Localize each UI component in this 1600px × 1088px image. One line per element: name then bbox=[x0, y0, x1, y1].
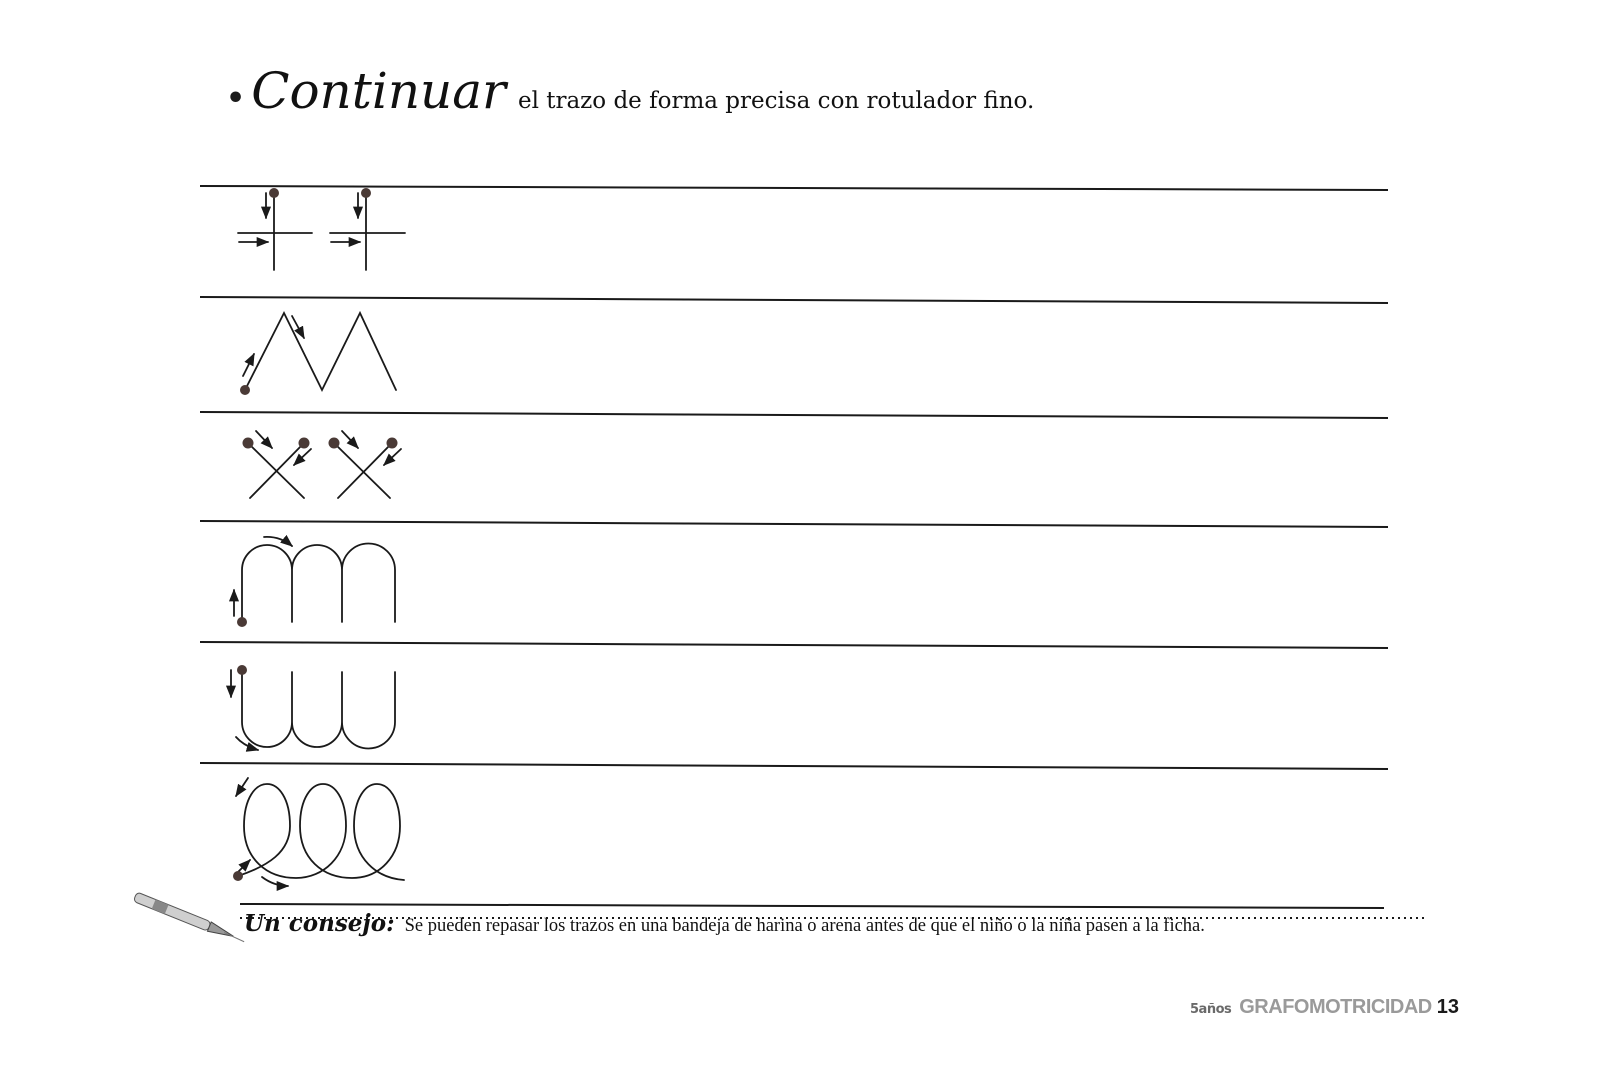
ruled-line bbox=[240, 904, 1384, 908]
x-stroke bbox=[334, 443, 390, 498]
heading-script-word: Continuar bbox=[251, 62, 506, 120]
pattern-crosses bbox=[238, 193, 405, 270]
pattern-zigzag bbox=[243, 313, 396, 390]
pattern-cups bbox=[231, 670, 395, 750]
heading-bullet: • bbox=[226, 81, 246, 116]
page-footer bbox=[1190, 996, 1459, 1019]
start-dot bbox=[240, 385, 250, 395]
zigzag-stroke bbox=[245, 313, 396, 390]
start-dot bbox=[233, 871, 243, 881]
tip-text: Se pueden repasar los trazos en una bandeja de harina o arena antes de que el niño o la niña pasen a la ficha. bbox=[404, 916, 1205, 936]
loop-stroke bbox=[238, 784, 404, 880]
pen-icon bbox=[133, 892, 246, 945]
ruled-line bbox=[200, 412, 1388, 418]
start-dot bbox=[269, 188, 279, 198]
direction-arrow bbox=[384, 449, 401, 465]
ruled-line bbox=[200, 642, 1388, 648]
ruled-line bbox=[200, 186, 1388, 190]
start-dot bbox=[361, 188, 371, 198]
cup-stroke bbox=[242, 672, 395, 748]
start-dot bbox=[237, 617, 247, 627]
ruled-line bbox=[200, 297, 1388, 303]
direction-arrow bbox=[256, 431, 272, 448]
direction-arrow bbox=[262, 877, 288, 886]
start-dot bbox=[387, 438, 398, 449]
page-number: 13 bbox=[1436, 996, 1459, 1018]
pattern-arches bbox=[234, 537, 395, 622]
ruled-line bbox=[200, 763, 1388, 769]
direction-arrow bbox=[342, 431, 358, 448]
direction-arrow bbox=[236, 778, 248, 796]
pattern-x-shapes bbox=[248, 431, 401, 498]
start-dots bbox=[233, 188, 398, 881]
footer-age: 5años bbox=[1190, 1002, 1232, 1017]
start-dot bbox=[329, 438, 340, 449]
x-stroke bbox=[338, 443, 392, 498]
tip-box bbox=[244, 910, 1205, 937]
heading-instruction: el trazo de forma precisa con rotulador fino. bbox=[517, 88, 1035, 114]
start-dot bbox=[237, 665, 247, 675]
pattern-loops bbox=[236, 778, 404, 886]
start-dot bbox=[243, 438, 254, 449]
direction-arrow bbox=[243, 354, 254, 376]
ruled-line bbox=[200, 521, 1388, 527]
arch-stroke bbox=[242, 544, 395, 622]
start-dot bbox=[299, 438, 310, 449]
ruled-lines bbox=[200, 186, 1388, 908]
footer-series: GRAFOMOTRICIDAD bbox=[1239, 996, 1432, 1018]
tip-label: Un consejo: bbox=[244, 910, 395, 937]
